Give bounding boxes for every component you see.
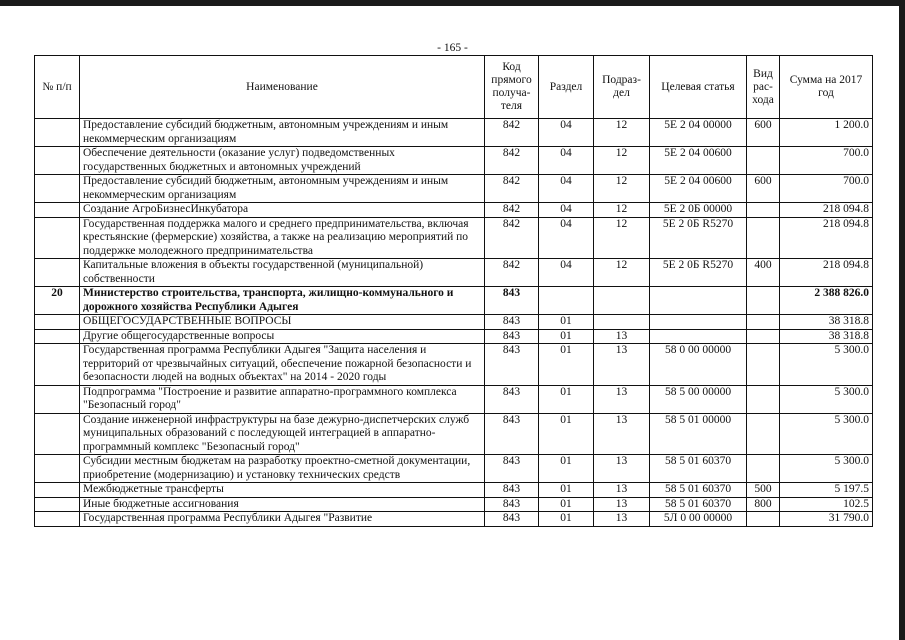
- cell-sum: 5 197.5: [780, 483, 873, 498]
- cell-sum: 1 200.0: [780, 119, 873, 147]
- table-row: [35, 287, 873, 315]
- table-row: [35, 344, 873, 386]
- cell-name: Капитальные вложения в объекты государственной (муниципальной) собственности: [80, 259, 485, 287]
- cell-target: 58 5 01 60370: [650, 497, 747, 512]
- cell-target: 5Е 2 0Б R5270: [650, 259, 747, 287]
- cell-num: [35, 259, 80, 287]
- cell-num: [35, 147, 80, 175]
- cell-exp-type: [747, 315, 780, 330]
- cell-num: [35, 512, 80, 527]
- table-row: [35, 329, 873, 344]
- cell-code: 843: [485, 483, 539, 498]
- cell-exp-type: 600: [747, 175, 780, 203]
- cell-code: 843: [485, 497, 539, 512]
- cell-name: Создание АгроБизнесИнкубатора: [80, 203, 485, 218]
- cell-section: 01: [539, 483, 594, 498]
- cell-subsection: 13: [594, 344, 650, 386]
- cell-section: 04: [539, 217, 594, 259]
- cell-name: Обеспечение деятельности (оказание услуг) подведомственных государственных бюджетных и автономных учреждений: [80, 147, 485, 175]
- cell-sum: 5 300.0: [780, 455, 873, 483]
- cell-num: [35, 385, 80, 413]
- cell-num: [35, 175, 80, 203]
- cell-target: 58 5 01 00000: [650, 413, 747, 455]
- cell-subsection: 13: [594, 455, 650, 483]
- cell-subsection: [594, 287, 650, 315]
- cell-exp-type: 800: [747, 497, 780, 512]
- cell-code: 842: [485, 175, 539, 203]
- cell-name: Подпрограмма "Построение и развитие аппаратно-программного комплекса "Безопасный город": [80, 385, 485, 413]
- cell-target: 5Е 2 04 00000: [650, 119, 747, 147]
- cell-code: 843: [485, 287, 539, 315]
- table-row: [35, 315, 873, 330]
- cell-target: 5Л 0 00 00000: [650, 512, 747, 527]
- cell-exp-type: [747, 329, 780, 344]
- cell-code: 842: [485, 119, 539, 147]
- page-frame-top: [0, 0, 905, 6]
- cell-target: 5Е 2 0Б R5270: [650, 217, 747, 259]
- table-row: [35, 175, 873, 203]
- cell-name: Министерство строительства, транспорта, жилищно-коммунального и дорожного хозяйства Республики Адыгея: [80, 287, 485, 315]
- cell-subsection: 12: [594, 259, 650, 287]
- col-header-num: № п/п: [35, 56, 80, 119]
- header-row: [35, 56, 873, 119]
- cell-name: Государственная программа Республики Адыгея "Защита населения и территорий от чрезвычайных ситуаций, обеспечение пожарной безопасности и безопасности людей на водных объектах" на 2014 - 2020 годы: [80, 344, 485, 386]
- cell-sum: 38 318.8: [780, 315, 873, 330]
- col-header-sum: Сумма на 2017 год: [780, 56, 873, 119]
- col-header-exp-type: Вид рас-хода: [747, 56, 780, 119]
- cell-num: [35, 315, 80, 330]
- cell-sum: 218 094.8: [780, 217, 873, 259]
- cell-target: 5Е 2 0Б 00000: [650, 203, 747, 218]
- cell-exp-type: [747, 147, 780, 175]
- cell-section: 01: [539, 329, 594, 344]
- cell-target: [650, 315, 747, 330]
- cell-num: [35, 329, 80, 344]
- table-row: [35, 217, 873, 259]
- cell-exp-type: [747, 344, 780, 386]
- cell-code: 843: [485, 455, 539, 483]
- cell-section: 04: [539, 119, 594, 147]
- cell-exp-type: [747, 413, 780, 455]
- cell-target: [650, 329, 747, 344]
- cell-section: 01: [539, 512, 594, 527]
- cell-subsection: 13: [594, 385, 650, 413]
- cell-code: 843: [485, 413, 539, 455]
- cell-sum: 218 094.8: [780, 259, 873, 287]
- cell-name: ОБЩЕГОСУДАРСТВЕННЫЕ ВОПРОСЫ: [80, 315, 485, 330]
- cell-sum: 5 300.0: [780, 344, 873, 386]
- table-row: [35, 455, 873, 483]
- cell-exp-type: [747, 287, 780, 315]
- cell-sum: 700.0: [780, 175, 873, 203]
- cell-section: 01: [539, 455, 594, 483]
- cell-section: 04: [539, 147, 594, 175]
- cell-target: 58 5 01 60370: [650, 483, 747, 498]
- cell-subsection: 13: [594, 413, 650, 455]
- cell-sum: 700.0: [780, 147, 873, 175]
- cell-subsection: 13: [594, 497, 650, 512]
- cell-sum: 102.5: [780, 497, 873, 512]
- cell-num: [35, 119, 80, 147]
- cell-exp-type: 500: [747, 483, 780, 498]
- cell-section: 01: [539, 413, 594, 455]
- cell-code: 843: [485, 385, 539, 413]
- cell-code: 843: [485, 344, 539, 386]
- cell-exp-type: 600: [747, 119, 780, 147]
- table-row: [35, 147, 873, 175]
- cell-num: 20: [35, 287, 80, 315]
- cell-subsection: 12: [594, 175, 650, 203]
- cell-target: 58 0 00 00000: [650, 344, 747, 386]
- table-row: [35, 413, 873, 455]
- col-header-target: Целевая статья: [650, 56, 747, 119]
- col-header-section: Раздел: [539, 56, 594, 119]
- cell-code: 842: [485, 147, 539, 175]
- cell-section: 01: [539, 497, 594, 512]
- cell-code: 842: [485, 217, 539, 259]
- cell-name: Субсидии местным бюджетам на разработку проектно-сметной документации, приобретение (модернизацию) и установку технических средств: [80, 455, 485, 483]
- cell-section: [539, 287, 594, 315]
- page-number: - 165 -: [437, 42, 468, 54]
- cell-target: 58 5 00 00000: [650, 385, 747, 413]
- col-header-subsection: Подраз-дел: [594, 56, 650, 119]
- table-row: [35, 483, 873, 498]
- budget-table: [34, 55, 873, 527]
- cell-exp-type: [747, 455, 780, 483]
- cell-name: Предоставление субсидий бюджетным, автономным учреждениям и иным некоммерческим организациям: [80, 175, 485, 203]
- cell-sum: 2 388 826.0: [780, 287, 873, 315]
- cell-code: 843: [485, 315, 539, 330]
- cell-name: Иные бюджетные ассигнования: [80, 497, 485, 512]
- cell-subsection: 12: [594, 119, 650, 147]
- cell-subsection: 12: [594, 217, 650, 259]
- cell-num: [35, 344, 80, 386]
- cell-subsection: 12: [594, 203, 650, 218]
- table-row: [35, 385, 873, 413]
- cell-section: 01: [539, 344, 594, 386]
- cell-section: 01: [539, 385, 594, 413]
- cell-code: 843: [485, 512, 539, 527]
- cell-target: 58 5 01 60370: [650, 455, 747, 483]
- cell-name: Создание инженерной инфраструктуры на базе дежурно-диспетчерских служб муниципальных образований с последующей интеграцией в аппаратно-программный комплекс "Безопасный город": [80, 413, 485, 455]
- cell-target: [650, 287, 747, 315]
- cell-subsection: [594, 315, 650, 330]
- cell-num: [35, 203, 80, 218]
- cell-exp-type: [747, 385, 780, 413]
- cell-section: 04: [539, 203, 594, 218]
- cell-subsection: 13: [594, 483, 650, 498]
- table-row: [35, 203, 873, 218]
- cell-sum: 31 790.0: [780, 512, 873, 527]
- cell-num: [35, 455, 80, 483]
- cell-exp-type: [747, 512, 780, 527]
- cell-num: [35, 497, 80, 512]
- cell-sum: 218 094.8: [780, 203, 873, 218]
- cell-code: 842: [485, 259, 539, 287]
- cell-section: 04: [539, 175, 594, 203]
- cell-subsection: 12: [594, 147, 650, 175]
- cell-target: 5Е 2 04 00600: [650, 147, 747, 175]
- table-body: [35, 119, 873, 527]
- cell-name: Другие общегосударственные вопросы: [80, 329, 485, 344]
- cell-section: 04: [539, 259, 594, 287]
- cell-section: 01: [539, 315, 594, 330]
- cell-code: 843: [485, 329, 539, 344]
- cell-subsection: 13: [594, 512, 650, 527]
- cell-exp-type: [747, 203, 780, 218]
- cell-sum: 5 300.0: [780, 413, 873, 455]
- cell-name: Государственная поддержка малого и среднего предпринимательства, включая крестьянские (фермерские) хозяйства, а также на реализацию мероприятий по поддержке молодежного предпринимательства: [80, 217, 485, 259]
- cell-sum: 5 300.0: [780, 385, 873, 413]
- cell-subsection: 13: [594, 329, 650, 344]
- cell-num: [35, 483, 80, 498]
- col-header-name: Наименование: [80, 56, 485, 119]
- table-row: [35, 119, 873, 147]
- cell-exp-type: 400: [747, 259, 780, 287]
- cell-exp-type: [747, 217, 780, 259]
- col-header-code: Код прямого получа-теля: [485, 56, 539, 119]
- cell-sum: 38 318.8: [780, 329, 873, 344]
- cell-code: 842: [485, 203, 539, 218]
- page-frame-right: [899, 0, 905, 640]
- table-row: [35, 497, 873, 512]
- table-row: [35, 259, 873, 287]
- table-row: [35, 512, 873, 527]
- cell-num: [35, 413, 80, 455]
- cell-name: Предоставление субсидий бюджетным, автономным учреждениям и иным некоммерческим организациям: [80, 119, 485, 147]
- cell-num: [35, 217, 80, 259]
- cell-name: Межбюджетные трансферты: [80, 483, 485, 498]
- cell-target: 5Е 2 04 00600: [650, 175, 747, 203]
- cell-name: Государственная программа Республики Адыгея "Развитие: [80, 512, 485, 527]
